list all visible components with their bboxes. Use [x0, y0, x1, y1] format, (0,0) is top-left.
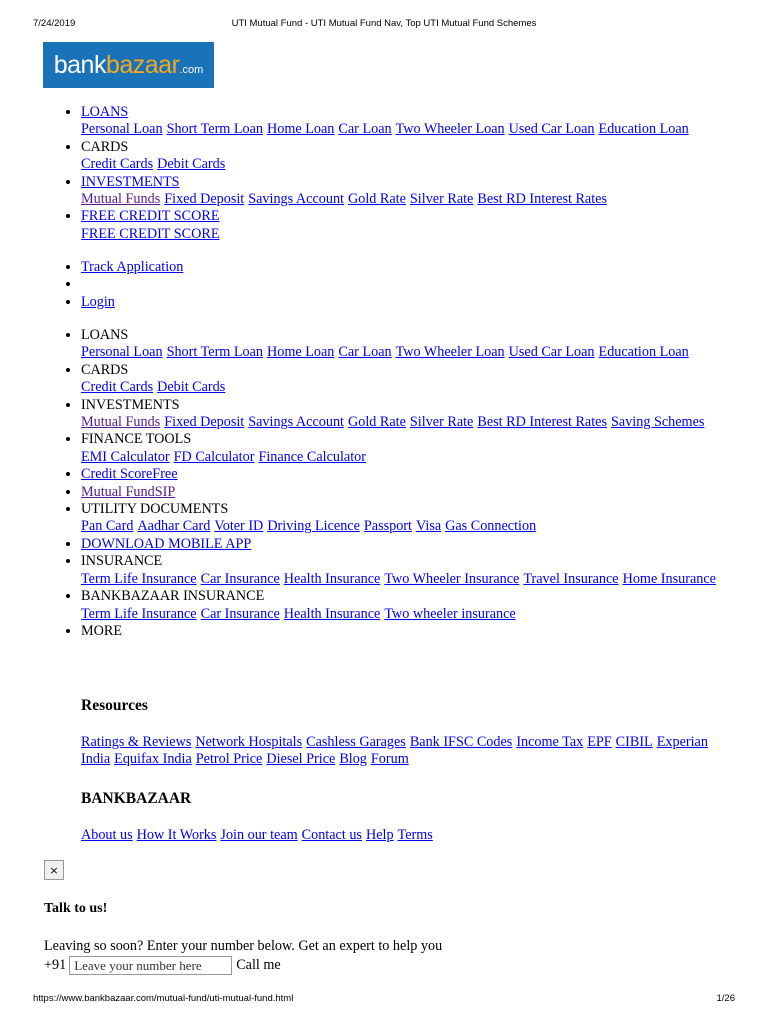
- link-health-insurance[interactable]: Health Insurance: [283, 570, 381, 587]
- nav-link-loans[interactable]: LOANS: [81, 104, 129, 120]
- bankbazaar-links: [81, 827, 721, 844]
- close-button[interactable]: [44, 860, 64, 880]
- link-emi-calculator[interactable]: EMI Calculator: [81, 448, 170, 465]
- resources-links: [81, 734, 721, 769]
- talk-to-us-heading: Talk to us!: [44, 901, 108, 916]
- link-gold-rate[interactable]: Gold Rate: [348, 414, 406, 431]
- link-personal-loan[interactable]: Personal Loan: [81, 121, 163, 138]
- nav-item-cards: [81, 139, 751, 174]
- link-terms[interactable]: Terms: [397, 827, 433, 843]
- logo-com-text: .com: [179, 63, 204, 76]
- nav-link-free-credit-score[interactable]: FREE CREDIT SCORE: [81, 208, 220, 225]
- link-bb-two-wheeler-insurance[interactable]: Two wheeler insurance: [384, 605, 516, 622]
- link-cibil[interactable]: CIBIL: [615, 734, 653, 750]
- resources-heading: Resources: [81, 697, 148, 714]
- link-best-rd-interest-rates[interactable]: Best RD Interest Rates: [477, 191, 607, 208]
- link-credit-score-free[interactable]: Credit ScoreFree: [81, 466, 178, 483]
- logo-bank-text: bank: [53, 50, 106, 79]
- link-ratings-reviews[interactable]: Ratings & Reviews: [81, 734, 192, 750]
- leaving-message: Leaving so soon? Enter your number below. Get an expert to help you: [44, 938, 443, 954]
- link-mutual-funds[interactable]: Mutual Funds: [81, 414, 161, 431]
- main-nav-label-finance-tools: FINANCE TOOLS: [81, 431, 192, 448]
- link-car-loan[interactable]: Car Loan: [338, 344, 392, 361]
- country-code: +91: [44, 957, 67, 973]
- link-free-credit-score[interactable]: FREE CREDIT SCORE: [81, 225, 220, 242]
- submenu-cards: [81, 156, 751, 173]
- main-nav-credit-score: [81, 466, 751, 483]
- call-me-button[interactable]: Call me: [236, 957, 281, 973]
- link-help[interactable]: Help: [365, 827, 394, 843]
- phone-number-input[interactable]: [69, 956, 232, 975]
- link-fixed-deposit[interactable]: Fixed Deposit: [164, 414, 245, 431]
- link-term-life-insurance[interactable]: Term Life Insurance: [81, 570, 197, 587]
- main-nav-menu: [63, 327, 751, 640]
- nav-item-empty: [81, 276, 751, 293]
- link-home-insurance[interactable]: Home Insurance: [622, 570, 716, 587]
- link-forum[interactable]: Forum: [370, 751, 409, 768]
- main-nav-finance-tools: [81, 431, 751, 466]
- bankbazaar-heading: BANKBAZAAR: [81, 790, 192, 807]
- main-nav-cards: [81, 362, 751, 397]
- main-nav-bankbazaar-insurance: [81, 588, 751, 623]
- link-income-tax[interactable]: Income Tax: [516, 734, 584, 750]
- link-driving-licence[interactable]: Driving Licence: [267, 518, 360, 535]
- link-pan-card[interactable]: Pan Card: [81, 518, 134, 535]
- print-url: https://www.bankbazaar.com/mutual-fund/uti-mutual-fund.html: [33, 993, 294, 1004]
- main-submenu-loans: [81, 344, 751, 361]
- link-bb-term-life-insurance[interactable]: Term Life Insurance: [81, 605, 197, 622]
- print-date: 7/24/2019: [33, 18, 76, 29]
- link-credit-cards[interactable]: Credit Cards: [81, 156, 154, 173]
- link-fd-calculator[interactable]: FD Calculator: [173, 448, 255, 465]
- main-nav-investments: [81, 397, 751, 432]
- link-car-loan[interactable]: Car Loan: [338, 121, 392, 138]
- link-passport[interactable]: Passport: [363, 518, 412, 535]
- main-nav-download-app: [81, 536, 751, 553]
- link-travel-insurance[interactable]: Travel Insurance: [523, 570, 619, 587]
- main-nav-insurance: [81, 553, 751, 588]
- link-finance-calculator[interactable]: Finance Calculator: [258, 448, 366, 465]
- link-home-loan[interactable]: Home Loan: [267, 344, 335, 361]
- link-two-wheeler-loan[interactable]: Two Wheeler Loan: [395, 344, 505, 361]
- print-page-number: 1/26: [716, 993, 735, 1004]
- submenu-loans: [81, 121, 751, 138]
- top-nav-menu: [63, 104, 751, 243]
- submenu-free-credit-score: [81, 226, 751, 243]
- bankbazaar-logo[interactable]: [43, 42, 214, 88]
- link-about-us[interactable]: About us: [81, 827, 133, 843]
- main-nav-label-cards: CARDS: [81, 361, 129, 378]
- link-credit-cards[interactable]: Credit Cards: [81, 379, 154, 396]
- print-header: [0, 18, 768, 32]
- link-silver-rate[interactable]: Silver Rate: [409, 191, 474, 208]
- main-submenu-utility-documents: [81, 518, 751, 535]
- print-footer: [0, 993, 768, 1007]
- main-submenu-insurance: [81, 571, 751, 588]
- main-nav-label-more: MORE: [81, 622, 122, 639]
- logo-bazaar-text: bazaar: [105, 50, 180, 79]
- link-used-car-loan[interactable]: Used Car Loan: [508, 344, 595, 361]
- main-nav-label-loans: LOANS: [81, 327, 129, 343]
- main-nav-label-bankbazaar-insurance: BANKBAZAAR INSURANCE: [81, 588, 265, 605]
- link-bb-car-insurance[interactable]: Car Insurance: [200, 605, 280, 622]
- main-nav-more: [81, 623, 751, 640]
- link-education-loan[interactable]: Education Loan: [598, 121, 689, 138]
- main-nav-label-utility-documents: UTILITY DOCUMENTS: [81, 501, 229, 518]
- link-visa[interactable]: Visa: [415, 518, 442, 535]
- link-debit-cards[interactable]: Debit Cards: [157, 156, 226, 173]
- main-nav-utility-documents: [81, 501, 751, 536]
- link-voter-id[interactable]: Voter ID: [214, 518, 264, 535]
- link-debit-cards[interactable]: Debit Cards: [157, 379, 226, 396]
- account-menu: [63, 259, 751, 311]
- link-mutual-funds[interactable]: Mutual Funds: [81, 191, 161, 208]
- link-epf[interactable]: EPF: [587, 734, 612, 750]
- nav-item-investments: [81, 174, 751, 209]
- link-experian-india[interactable]: Experian India: [81, 734, 708, 768]
- link-bank-ifsc-codes[interactable]: Bank IFSC Codes: [409, 734, 513, 750]
- link-how-it-works[interactable]: How It Works: [136, 827, 217, 843]
- link-download-mobile-app[interactable]: DOWNLOAD MOBILE APP: [81, 535, 252, 552]
- link-savings-account[interactable]: Savings Account: [248, 414, 344, 431]
- link-gas-connection[interactable]: Gas Connection: [445, 518, 537, 535]
- link-two-wheeler-insurance[interactable]: Two Wheeler Insurance: [384, 570, 520, 587]
- link-home-loan[interactable]: Home Loan: [267, 121, 335, 138]
- phone-row: [44, 956, 281, 975]
- link-saving-schemes[interactable]: Saving Schemes: [611, 414, 705, 431]
- link-fixed-deposit[interactable]: Fixed Deposit: [164, 191, 245, 208]
- close-icon: ×: [49, 863, 59, 877]
- main-nav-label-investments: INVESTMENTS: [81, 396, 180, 413]
- link-mutual-fund-sip[interactable]: Mutual FundSIP: [81, 483, 176, 500]
- link-gold-rate[interactable]: Gold Rate: [348, 191, 406, 208]
- link-silver-rate[interactable]: Silver Rate: [409, 414, 474, 431]
- main-submenu-bankbazaar-insurance: [81, 606, 751, 623]
- link-petrol-price[interactable]: Petrol Price: [195, 751, 263, 768]
- link-personal-loan[interactable]: Personal Loan: [81, 344, 163, 361]
- link-two-wheeler-loan[interactable]: Two Wheeler Loan: [395, 121, 505, 138]
- link-best-rd-interest-rates[interactable]: Best RD Interest Rates: [477, 414, 607, 431]
- link-education-loan[interactable]: Education Loan: [598, 344, 689, 361]
- link-contact-us[interactable]: Contact us: [301, 827, 362, 843]
- link-aadhar-card[interactable]: Aadhar Card: [137, 518, 211, 535]
- link-short-term-loan[interactable]: Short Term Loan: [166, 121, 264, 138]
- nav-item-track: [81, 259, 751, 276]
- link-network-hospitals[interactable]: Network Hospitals: [195, 734, 303, 750]
- link-diesel-price[interactable]: Diesel Price: [266, 751, 336, 768]
- nav-label-cards: CARDS: [81, 138, 129, 155]
- main-nav-loans: [81, 327, 751, 362]
- main-submenu-investments: [81, 414, 751, 431]
- link-join-our-team[interactable]: Join our team: [220, 827, 298, 843]
- nav-item-loans: [81, 104, 751, 139]
- nav-item-free-credit-score: [81, 208, 751, 243]
- main-submenu-finance-tools: [81, 449, 751, 466]
- link-bb-health-insurance[interactable]: Health Insurance: [283, 605, 381, 622]
- track-application-link[interactable]: Track Application: [81, 259, 184, 275]
- nav-item-login: [81, 294, 751, 311]
- nav-link-investments[interactable]: INVESTMENTS: [81, 173, 180, 190]
- print-title: UTI Mutual Fund - UTI Mutual Fund Nav, Top UTI Mutual Fund Schemes: [231, 18, 537, 29]
- link-savings-account[interactable]: Savings Account: [248, 191, 344, 208]
- main-nav-mutual-fund-sip: [81, 484, 751, 501]
- link-cashless-garages[interactable]: Cashless Garages: [306, 734, 406, 750]
- submenu-investments: [81, 191, 751, 208]
- main-submenu-cards: [81, 379, 751, 396]
- link-car-insurance[interactable]: Car Insurance: [200, 570, 280, 587]
- link-short-term-loan[interactable]: Short Term Loan: [166, 344, 264, 361]
- main-nav-label-insurance: INSURANCE: [81, 553, 163, 570]
- link-blog[interactable]: Blog: [339, 751, 367, 768]
- link-used-car-loan[interactable]: Used Car Loan: [508, 121, 595, 138]
- login-link[interactable]: Login: [81, 293, 115, 310]
- link-equifax-india[interactable]: Equifax India: [114, 751, 192, 768]
